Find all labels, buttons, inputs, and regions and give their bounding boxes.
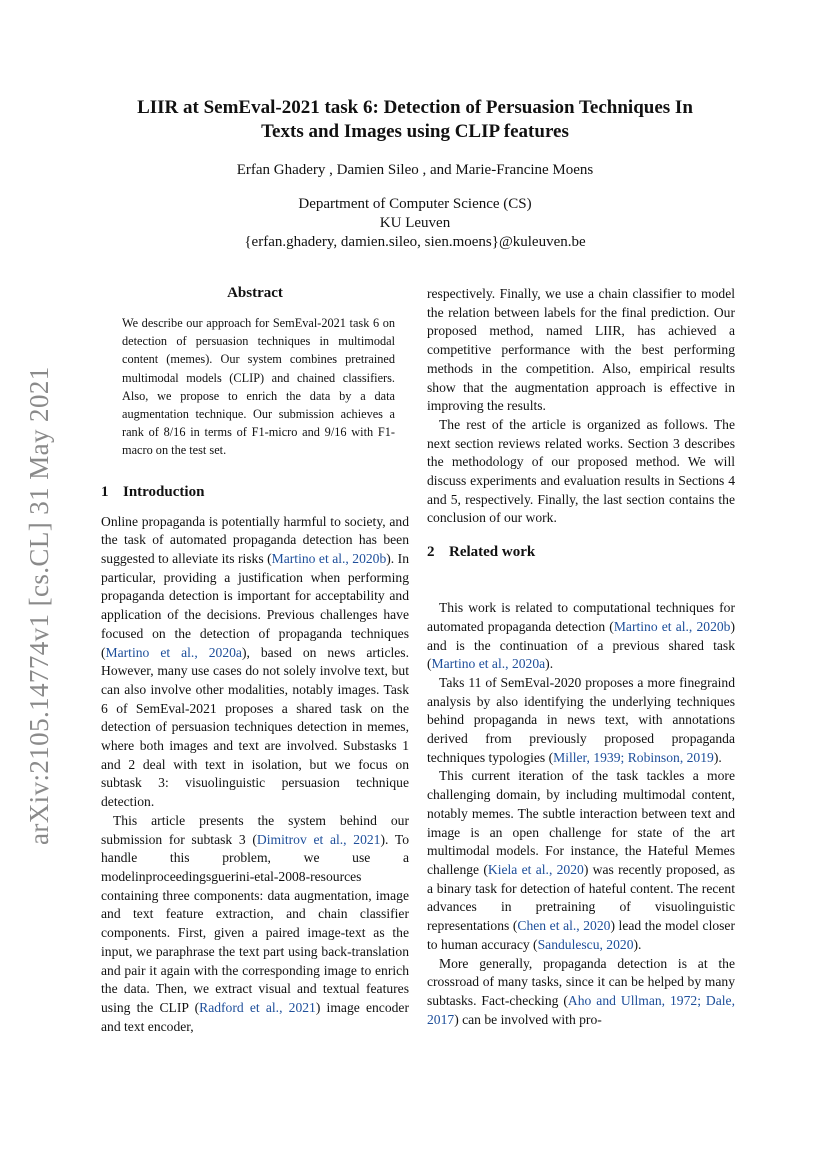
text-run: ). <box>633 936 642 952</box>
affiliation <box>70 195 760 252</box>
citation-link[interactable]: Kiela et al., 2020 <box>487 861 584 877</box>
text-run: Taks 11 of SemEval-2020 proposes a more finegraind analysis by also identifying the underlying techniques behind propaganda in news text, with annotations derived from previously proposed propaganda techniques typologies ( <box>427 674 735 765</box>
text-run: ) image encoder and text encoder, <box>101 999 409 1034</box>
section-number: 2 <box>427 544 435 561</box>
paper-title-line-1: LIIR at SemEval-2021 task 6: Detection of Persuasion Techniques In <box>137 97 693 118</box>
citation-link[interactable]: Aho and Ullman, 1972; Dale, 2017 <box>427 992 735 1027</box>
abstract-heading: Abstract <box>227 285 283 301</box>
text-run: ). <box>545 656 554 672</box>
related-paragraph-3 <box>427 767 735 954</box>
text-run: ). To handle this problem, we use a modelinproceedingsguerini-etal-2008-resources containing three components: data augmentation, image and text feature extraction, and chain classifier components. First, given a paired image-text as the input, we paraphrase the text part using back-translation and pair it again with the corresponding image to enrich the data. Then, we extract visual and textual features using the CLIP ( <box>101 831 409 1015</box>
text-run: This work is related to computational techniques for automated propaganda detection ( <box>427 600 735 634</box>
citation-link[interactable]: Miller, 1939; Robinson, 2019 <box>553 749 714 765</box>
text-run: ). In particular, providing a justification when performing propaganda detection is important for acceptability and application of the decisions. Previous challenges have focused on the detection of propaganda techniques ( <box>101 551 409 660</box>
intro-paragraph-2 <box>101 812 409 1036</box>
abstract-text: We describe our approach for SemEval-2021 task 6 on detection of persuasion techniques in multimodal content (memes). Our system combines pretrained multimodal models (CLIP) and chained classifiers. Also, we propose to enrich the data by a data augmentation technique. Our submission achieves a rank of 8/16 in terms of F1-micro and 9/16 with F1-macro on the test set. <box>122 316 395 458</box>
affiliation-emails: {erfan.ghadery, damien.sileo, sien.moens}@kuleuven.be <box>244 234 586 250</box>
right-column <box>427 285 735 1029</box>
section-number: 1 <box>101 483 109 500</box>
related-paragraph-2 <box>427 674 735 768</box>
citation-link[interactable]: Dimitrov et al., 2021 <box>256 831 381 847</box>
affiliation-department: Department of Computer Science (CS) <box>298 196 532 212</box>
author-list: Erfan Ghadery , Damien Sileo , and Marie-Francine Moens <box>236 162 594 178</box>
citation-link[interactable]: Radford et al., 2021 <box>199 999 316 1015</box>
section-heading-related-work <box>427 544 735 561</box>
intro-paragraph-1 <box>101 513 409 812</box>
citation-link[interactable]: Sandulescu, 2020 <box>537 936 634 952</box>
related-paragraph-1 <box>427 599 735 674</box>
text-run: ) and is the continuation of a previous shared task ( <box>427 618 735 672</box>
arxiv-watermark: arXiv:2105.14774v1 [cs.CL] 31 May 2021 <box>24 366 54 845</box>
intro-paragraph-3: respectively. Finally, we use a chain classifier to model the relation between labels for the final prediction. Our proposed method, named LIIR, has achieved a competitive performance with the best performing methods in the competition. Also, empirical results show that the augmentation approach is effective in improving the results. <box>427 286 735 414</box>
section-heading-introduction <box>101 484 409 501</box>
citation-link[interactable]: Martino et al., 2020b <box>613 618 731 634</box>
section-title: Related work <box>449 544 536 561</box>
text-run: ) was recently proposed, as a binary task for detection of hateful content. The recent advances in pretraining of visuolinguistic representations ( <box>427 861 735 934</box>
left-column <box>101 285 409 1036</box>
text-run: This current iteration of the task tackles a more challenging domain, by including multimodal content, notably memes. The subtle interaction between text and image is an open challenge for state of the art multimodal models. For instance, the Hateful Memes challenge ( <box>427 768 735 877</box>
text-run: Online propaganda is potentially harmful to society, and the task of automated propaganda detection has been suggested to alleviate its risks ( <box>101 513 409 567</box>
intro-paragraph-4: The rest of the article is organized as follows. The next section reviews related works. Section 3 describes the methodology of our proposed method. We will discuss experiments and evaluation results in Sections 4 and 5, respectively. Finally, the last section contains the conclusion of our work. <box>427 416 735 526</box>
text-run: ) lead the model closer to human accuracy ( <box>427 918 735 952</box>
text-run: More generally, propaganda detection is at the crossroad of many tasks, since it can be helped by many subtasks. Fact-checking ( <box>427 955 735 1008</box>
related-paragraph-4 <box>427 955 735 1030</box>
text-run: ). <box>713 749 722 765</box>
citation-link[interactable]: Martino et al., 2020a <box>105 644 242 660</box>
paper-title <box>70 96 760 144</box>
section-title: Introduction <box>123 483 205 500</box>
text-run: ) can be involved with pro- <box>454 1011 602 1027</box>
text-run: ), based on news articles. However, many use cases do not solely involve text, but can also involve other modalities, notably images. Task 6 of SemEval-2021 proposes a shared task on the detection of persuasion techniques detection in memes, where both images and text are involved. Substasks 1 and 2 deal with text in isolation, but we focus on subtask 3: visuolinguistic persuasion technique detection. <box>101 644 409 810</box>
citation-link[interactable]: Martino et al., 2020b <box>271 551 387 567</box>
text-run: This article presents the system behind our submission for subtask 3 ( <box>101 812 409 847</box>
paper-title-line-2: Texts and Images using CLIP features <box>261 121 569 142</box>
affiliation-university: KU Leuven <box>379 215 451 231</box>
citation-link[interactable]: Chen et al., 2020 <box>517 918 611 934</box>
citation-link[interactable]: Martino et al., 2020a <box>431 656 546 672</box>
